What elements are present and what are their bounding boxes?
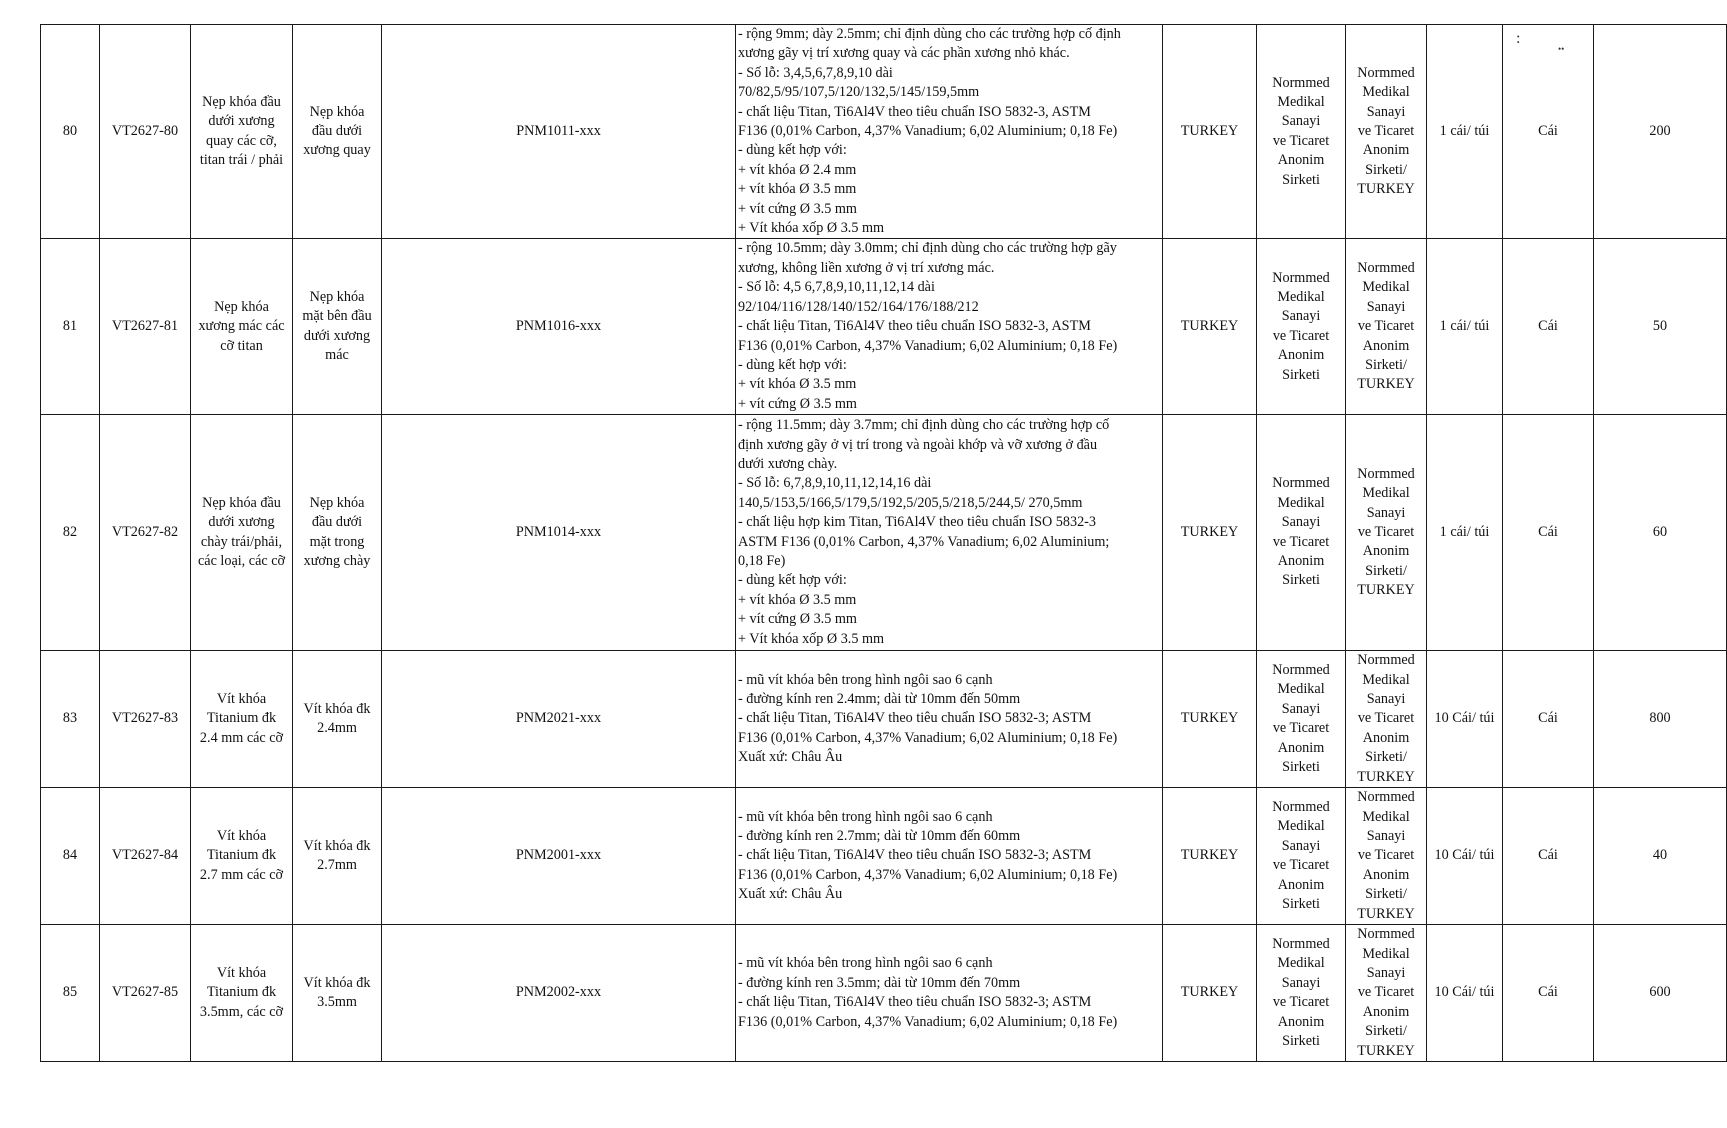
manufacturer-line: Medikal [1277, 93, 1325, 110]
item-short-name-line: đầu dưới [311, 123, 363, 140]
item-short-name-line: mác [325, 347, 349, 364]
owner-line: Anonim [1362, 866, 1410, 883]
technical-spec-line: + vít khóa Ø 2.4 mm [738, 161, 857, 178]
quantity: 40 [1594, 788, 1727, 925]
item-name-line: 2.7 mm các cỡ [199, 866, 284, 883]
manufacturer-line: Anonim [1277, 553, 1325, 570]
manufacturer-line: Medikal [1277, 494, 1325, 511]
item-short-name-line: Nẹp khóa [309, 103, 365, 120]
owner-line: TURKEY [1357, 905, 1415, 922]
item-name [191, 788, 293, 925]
manufacturer-line: Medikal [1277, 681, 1325, 698]
item-short-name-line: đầu dưới [311, 514, 363, 531]
owner-line: Medikal [1362, 808, 1410, 825]
origin-country: TURKEY [1163, 788, 1257, 925]
quantity: 60 [1594, 415, 1727, 651]
technical-spec-line: - rộng 11.5mm; dày 3.7mm; chỉ định dùng cho các trường hợp cố [738, 417, 1110, 434]
technical-spec-line: - rộng 9mm; dày 2.5mm; chỉ định dùng cho các trường hợp cố định [738, 26, 1121, 42]
manufacturer-line: Medikal [1277, 288, 1325, 305]
item-name-line: cỡ titan [220, 337, 263, 354]
owner [1346, 25, 1427, 239]
technical-spec-line: - chất liệu Titan, Ti6Al4V theo tiêu chuẩn ISO 5832-3; ASTM [738, 710, 1092, 727]
manufacturer-line: ve Ticaret [1272, 720, 1330, 737]
manufacturer-line: Sanayi [1281, 837, 1321, 854]
owner-line: Normmed [1357, 789, 1415, 806]
owner-line: Normmed [1357, 64, 1415, 81]
item-short-name [293, 651, 382, 788]
manufacturer [1257, 239, 1346, 415]
manufacturer-line: Anonim [1277, 739, 1325, 756]
owner-line: ve Ticaret [1357, 847, 1415, 864]
manufacturer-line: Normmed [1272, 475, 1330, 492]
technical-spec [736, 788, 1163, 925]
item-name [191, 925, 293, 1062]
manufacturer-line: ve Ticaret [1272, 132, 1330, 149]
packing: 10 Cái/ túi [1427, 788, 1503, 925]
owner-line: Sirketi/ [1365, 562, 1407, 579]
manufacturer-line: Sanayi [1281, 700, 1321, 717]
model-code: PNM2021-xxx [382, 651, 736, 788]
technical-spec [736, 415, 1163, 651]
manufacturer [1257, 415, 1346, 651]
technical-spec-line: + vít cứng Ø 3.5 mm [738, 395, 857, 412]
item-name-line: Nẹp khóa [214, 298, 269, 315]
model-code: PNM1016-xxx [382, 239, 736, 415]
table-row [41, 651, 1727, 788]
technical-spec-line: F136 (0,01% Carbon, 4,37% Vanadium; 6,02 Aluminium; 0,18 Fe) [738, 1013, 1118, 1030]
owner-line: Normmed [1357, 926, 1415, 943]
item-name-line: Nẹp khóa đầu [202, 93, 281, 110]
item-name-line: 2.4 mm các cỡ [199, 729, 284, 746]
owner-line: Normmed [1357, 652, 1415, 669]
packing: 10 Cái/ túi [1427, 925, 1503, 1062]
item-short-name-line: xương quay [303, 142, 371, 159]
owner-line: Sirketi/ [1365, 356, 1407, 373]
manufacturer-line: Anonim [1277, 876, 1325, 893]
item-short-name-line: 2.7mm [317, 857, 357, 874]
technical-spec-line: + vít cứng Ø 3.5 mm [738, 611, 857, 628]
item-short-name-line: xương chày [303, 553, 371, 570]
manufacturer-line: Sanayi [1281, 974, 1321, 991]
technical-spec-line: - đường kính ren 2.7mm; dài từ 10mm đến 60mm [738, 828, 1021, 845]
technical-spec-line: xương, không liền xương ở vị trí xương mác. [738, 259, 995, 276]
item-short-name [293, 239, 382, 415]
technical-spec-line: - dùng kết hợp với: [738, 572, 847, 589]
item-short-name [293, 925, 382, 1062]
technical-spec-line: 0,18 Fe) [738, 553, 786, 570]
technical-spec-line: 70/82,5/95/107,5/120/132,5/145/159,5mm [738, 84, 980, 101]
technical-spec-line: - mũ vít khóa bên trong hình ngôi sao 6 cạnh [738, 955, 993, 972]
unit: Cái [1503, 415, 1594, 651]
item-short-name [293, 415, 382, 651]
technical-spec-line: F136 (0,01% Carbon, 4,37% Vanadium; 6,02 Aluminium; 0,18 Fe) [738, 729, 1118, 746]
item-name-line: Nẹp khóa đầu [202, 494, 281, 511]
item-code: VT2627-84 [100, 788, 191, 925]
quantity: 200 [1594, 25, 1727, 239]
technical-spec-line: 92/104/116/128/140/152/164/176/188/212 [738, 298, 979, 315]
manufacturer-line: Sanayi [1281, 308, 1321, 325]
technical-spec-line: - chất liệu Titan, Ti6Al4V theo tiêu chuẩn ISO 5832-3, ASTM [738, 103, 1091, 120]
item-name-line: dưới xương [208, 514, 275, 531]
owner-line: TURKEY [1357, 1042, 1415, 1059]
owner [1346, 415, 1427, 651]
item-name [191, 25, 293, 239]
manufacturer-line: Medikal [1277, 955, 1325, 972]
owner-line: TURKEY [1357, 376, 1415, 393]
technical-spec-line: + vít khóa Ø 3.5 mm [738, 376, 857, 393]
technical-spec-line: F136 (0,01% Carbon, 4,37% Vanadium; 6,02 Aluminium; 0,18 Fe) [738, 337, 1118, 354]
unit: Cái [1503, 788, 1594, 925]
owner-line: Sirketi/ [1365, 1023, 1407, 1040]
owner-line: Anonim [1362, 1003, 1410, 1020]
quantity: 600 [1594, 925, 1727, 1062]
technical-spec-line: định xương gãy ở vị trí trong và ngoài khớp và vỡ xương ở đầu [738, 436, 1098, 453]
item-name [191, 651, 293, 788]
manufacturer-line: Sanayi [1281, 514, 1321, 531]
technical-spec [736, 651, 1163, 788]
model-code: PNM2002-xxx [382, 925, 736, 1062]
technical-spec-line: - Số lỗ: 3,4,5,6,7,8,9,10 dài [738, 64, 893, 81]
row-number: 84 [41, 788, 100, 925]
owner-line: TURKEY [1357, 181, 1415, 198]
item-name-line: Vít khóa [216, 965, 267, 982]
manufacturer-line: Normmed [1272, 935, 1330, 952]
owner-line: Sirketi/ [1365, 161, 1407, 178]
packing: 1 cái/ túi [1427, 415, 1503, 651]
owner-line: Normmed [1357, 465, 1415, 482]
owner-line: Medikal [1362, 84, 1410, 101]
owner [1346, 925, 1427, 1062]
unit: Cái [1503, 651, 1594, 788]
packing: 10 Cái/ túi [1427, 651, 1503, 788]
item-short-name-line: mặt trong [309, 533, 365, 550]
table-row [41, 788, 1727, 925]
table-row [41, 925, 1727, 1062]
item-name-line: Titanium đk [206, 984, 277, 1001]
manufacturer-line: Normmed [1272, 269, 1330, 286]
technical-spec-line: - đường kính ren 3.5mm; dài từ 10mm đến 70mm [738, 974, 1021, 991]
owner-line: Normmed [1357, 259, 1415, 276]
technical-spec-line: - Số lỗ: 6,7,8,9,10,11,12,14,16 dài [738, 475, 932, 492]
origin-country: TURKEY [1163, 415, 1257, 651]
technical-spec-line: - chất liệu Titan, Ti6Al4V theo tiêu chuẩn ISO 5832-3; ASTM [738, 994, 1092, 1011]
owner-line: Sanayi [1366, 298, 1406, 315]
technical-spec-line: - chất liệu Titan, Ti6Al4V theo tiêu chuẩn ISO 5832-3, ASTM [738, 318, 1091, 335]
item-name-line: xương mác các [198, 318, 285, 335]
model-code: PNM1011-xxx [382, 25, 736, 239]
manufacturer-line: Normmed [1272, 74, 1330, 91]
origin-country: TURKEY [1163, 925, 1257, 1062]
model-code: PNM2001-xxx [382, 788, 736, 925]
manufacturer-line: Medikal [1277, 818, 1325, 835]
owner-line: Medikal [1362, 279, 1410, 296]
technical-spec-line: + Vít khóa xốp Ø 3.5 mm [738, 220, 885, 237]
owner-line: Medikal [1362, 945, 1410, 962]
technical-spec-line: - dùng kết hợp với: [738, 356, 847, 373]
manufacturer-line: Sirketi [1282, 895, 1320, 912]
item-code: VT2627-85 [100, 925, 191, 1062]
packing: 1 cái/ túi [1427, 239, 1503, 415]
item-short-name-line: Vít khóa đk [303, 837, 371, 854]
technical-spec-line: - mũ vít khóa bên trong hình ngôi sao 6 cạnh [738, 808, 993, 825]
item-short-name-line: Vít khóa đk [303, 700, 371, 717]
manufacturer-line: Sirketi [1282, 572, 1320, 589]
manufacturer-line: Sanayi [1281, 113, 1321, 130]
quantity: 50 [1594, 239, 1727, 415]
manufacturer-line: Sirketi [1282, 366, 1320, 383]
item-short-name-line: 2.4mm [317, 720, 357, 737]
item-name [191, 415, 293, 651]
technical-spec [736, 239, 1163, 415]
item-code: VT2627-80 [100, 25, 191, 239]
technical-spec-line: Xuất xứ: Châu Âu [738, 749, 843, 766]
owner [1346, 239, 1427, 415]
technical-spec-line: dưới xương chày. [738, 456, 838, 472]
technical-spec-line: - dùng kết hợp với: [738, 142, 847, 159]
technical-spec-line: - mũ vít khóa bên trong hình ngôi sao 6 cạnh [738, 671, 993, 688]
technical-spec-line: xương gãy vị trí xương quay và các phần xương nhỏ khác. [738, 45, 1070, 62]
owner-line: ve Ticaret [1357, 318, 1415, 335]
item-name-line: Vít khóa [216, 828, 267, 845]
manufacturer-line: Sirketi [1282, 758, 1320, 775]
item-short-name-line: mặt bên đầu [302, 308, 372, 325]
owner-line: Anonim [1362, 142, 1410, 159]
manufacturer-line: ve Ticaret [1272, 327, 1330, 344]
owner-line: Medikal [1362, 485, 1410, 502]
owner-line: Sanayi [1366, 504, 1406, 521]
item-name-line: Titanium đk [206, 847, 277, 864]
technical-spec-line: + vít cứng Ø 3.5 mm [738, 200, 857, 217]
item-name [191, 239, 293, 415]
origin-country: TURKEY [1163, 239, 1257, 415]
item-name-line: titan trái / phải [199, 152, 284, 169]
owner-line: TURKEY [1357, 582, 1415, 599]
item-short-name-line: Nẹp khóa [309, 494, 365, 511]
owner-line: Anonim [1362, 729, 1410, 746]
row-number: 83 [41, 651, 100, 788]
technical-spec-line: ASTM F136 (0,01% Carbon, 4,37% Vanadium; 6,02 Aluminium; [738, 533, 1110, 550]
manufacturer-line: Sirketi [1282, 1032, 1320, 1049]
owner-line: ve Ticaret [1357, 984, 1415, 1001]
manufacturer-line: Sirketi [1282, 171, 1320, 188]
item-name-line: các loại, các cỡ [197, 553, 286, 570]
manufacturer-line: Anonim [1277, 347, 1325, 364]
technical-spec [736, 925, 1163, 1062]
technical-spec [736, 25, 1163, 239]
technical-spec-line: + vít khóa Ø 3.5 mm [738, 181, 857, 198]
row-number: 80 [41, 25, 100, 239]
table-row [41, 415, 1727, 651]
corner-mark: : [1516, 30, 1521, 47]
technical-spec-line: - Số lỗ: 4,5 6,7,8,9,10,11,12,14 dài [738, 279, 935, 296]
manufacturer [1257, 651, 1346, 788]
technical-spec-line: Xuất xứ: Châu Âu [738, 886, 843, 903]
item-code: VT2627-82 [100, 415, 191, 651]
manufacturer-line: ve Ticaret [1272, 857, 1330, 874]
item-short-name-line: 3.5mm [317, 994, 357, 1011]
owner-line: TURKEY [1357, 768, 1415, 785]
manufacturer-line: Anonim [1277, 152, 1325, 169]
unit: Cái [1503, 25, 1594, 239]
quantity: 800 [1594, 651, 1727, 788]
model-code: PNM1014-xxx [382, 415, 736, 651]
item-name-line: chày trái/phải, [200, 533, 283, 550]
table-row [41, 239, 1727, 415]
technical-spec-line: - đường kính ren 2.4mm; dài từ 10mm đến 50mm [738, 691, 1021, 708]
packing: 1 cái/ túi [1427, 25, 1503, 239]
unit: Cái [1503, 239, 1594, 415]
owner-line: Medikal [1362, 671, 1410, 688]
technical-spec-line: + Vít khóa xốp Ø 3.5 mm [738, 630, 885, 647]
owner-line: ve Ticaret [1357, 710, 1415, 727]
manufacturer-line: Normmed [1272, 798, 1330, 815]
owner-line: Sanayi [1366, 828, 1406, 845]
unit: Cái [1503, 925, 1594, 1062]
owner-line: Sanayi [1366, 103, 1406, 120]
manufacturer [1257, 25, 1346, 239]
technical-spec-line: - chất liệu hợp kim Titan, Ti6Al4V theo tiêu chuẩn ISO 5832-3 [738, 514, 1096, 531]
item-name-line: Titanium đk [206, 710, 277, 727]
manufacturer [1257, 788, 1346, 925]
row-number: 82 [41, 415, 100, 651]
item-code: VT2627-83 [100, 651, 191, 788]
item-short-name-line: Nẹp khóa [309, 288, 365, 305]
owner-line: Sanayi [1366, 691, 1406, 708]
item-short-name-line: dưới xương [303, 327, 371, 344]
technical-spec-line: - rộng 10.5mm; dày 3.0mm; chỉ định dùng cho các trường hợp gãy [738, 240, 1117, 257]
item-name-line: 3.5mm, các cỡ [199, 1003, 284, 1020]
technical-spec-line: - chất liệu Titan, Ti6Al4V theo tiêu chuẩn ISO 5832-3; ASTM [738, 847, 1092, 864]
product-table [40, 24, 1727, 1062]
manufacturer-line: Anonim [1277, 1013, 1325, 1030]
owner-line: Anonim [1362, 337, 1410, 354]
manufacturer-line: ve Ticaret [1272, 533, 1330, 550]
item-name-line: dưới xương [208, 113, 275, 130]
owner-line: Sanayi [1366, 965, 1406, 982]
row-number: 85 [41, 925, 100, 1062]
item-name-line: Vít khóa [216, 691, 267, 708]
technical-spec-line: F136 (0,01% Carbon, 4,37% Vanadium; 6,02 Aluminium; 0,18 Fe) [738, 866, 1118, 883]
item-name-line: quay các cỡ, [206, 132, 277, 149]
technical-spec-line: + vít khóa Ø 3.5 mm [738, 591, 857, 608]
item-short-name [293, 25, 382, 239]
origin-country: TURKEY [1163, 651, 1257, 788]
manufacturer-line: Normmed [1272, 661, 1330, 678]
corner-mark: •• [1558, 44, 1565, 54]
table-row [41, 25, 1727, 239]
item-code: VT2627-81 [100, 239, 191, 415]
item-short-name [293, 788, 382, 925]
item-short-name-line: Vít khóa đk [303, 974, 371, 991]
owner [1346, 651, 1427, 788]
owner-line: Anonim [1362, 543, 1410, 560]
owner-line: Sirketi/ [1365, 886, 1407, 903]
manufacturer [1257, 925, 1346, 1062]
technical-spec-line: 140,5/153,5/166,5/179,5/192,5/205,5/218,5/244,5/ 270,5mm [738, 494, 1083, 511]
owner [1346, 788, 1427, 925]
owner-line: Sirketi/ [1365, 749, 1407, 766]
technical-spec-line: F136 (0,01% Carbon, 4,37% Vanadium; 6,02 Aluminium; 0,18 Fe) [738, 123, 1118, 140]
manufacturer-line: ve Ticaret [1272, 994, 1330, 1011]
owner-line: ve Ticaret [1357, 523, 1415, 540]
owner-line: ve Ticaret [1357, 123, 1415, 140]
origin-country: TURKEY [1163, 25, 1257, 239]
row-number: 81 [41, 239, 100, 415]
